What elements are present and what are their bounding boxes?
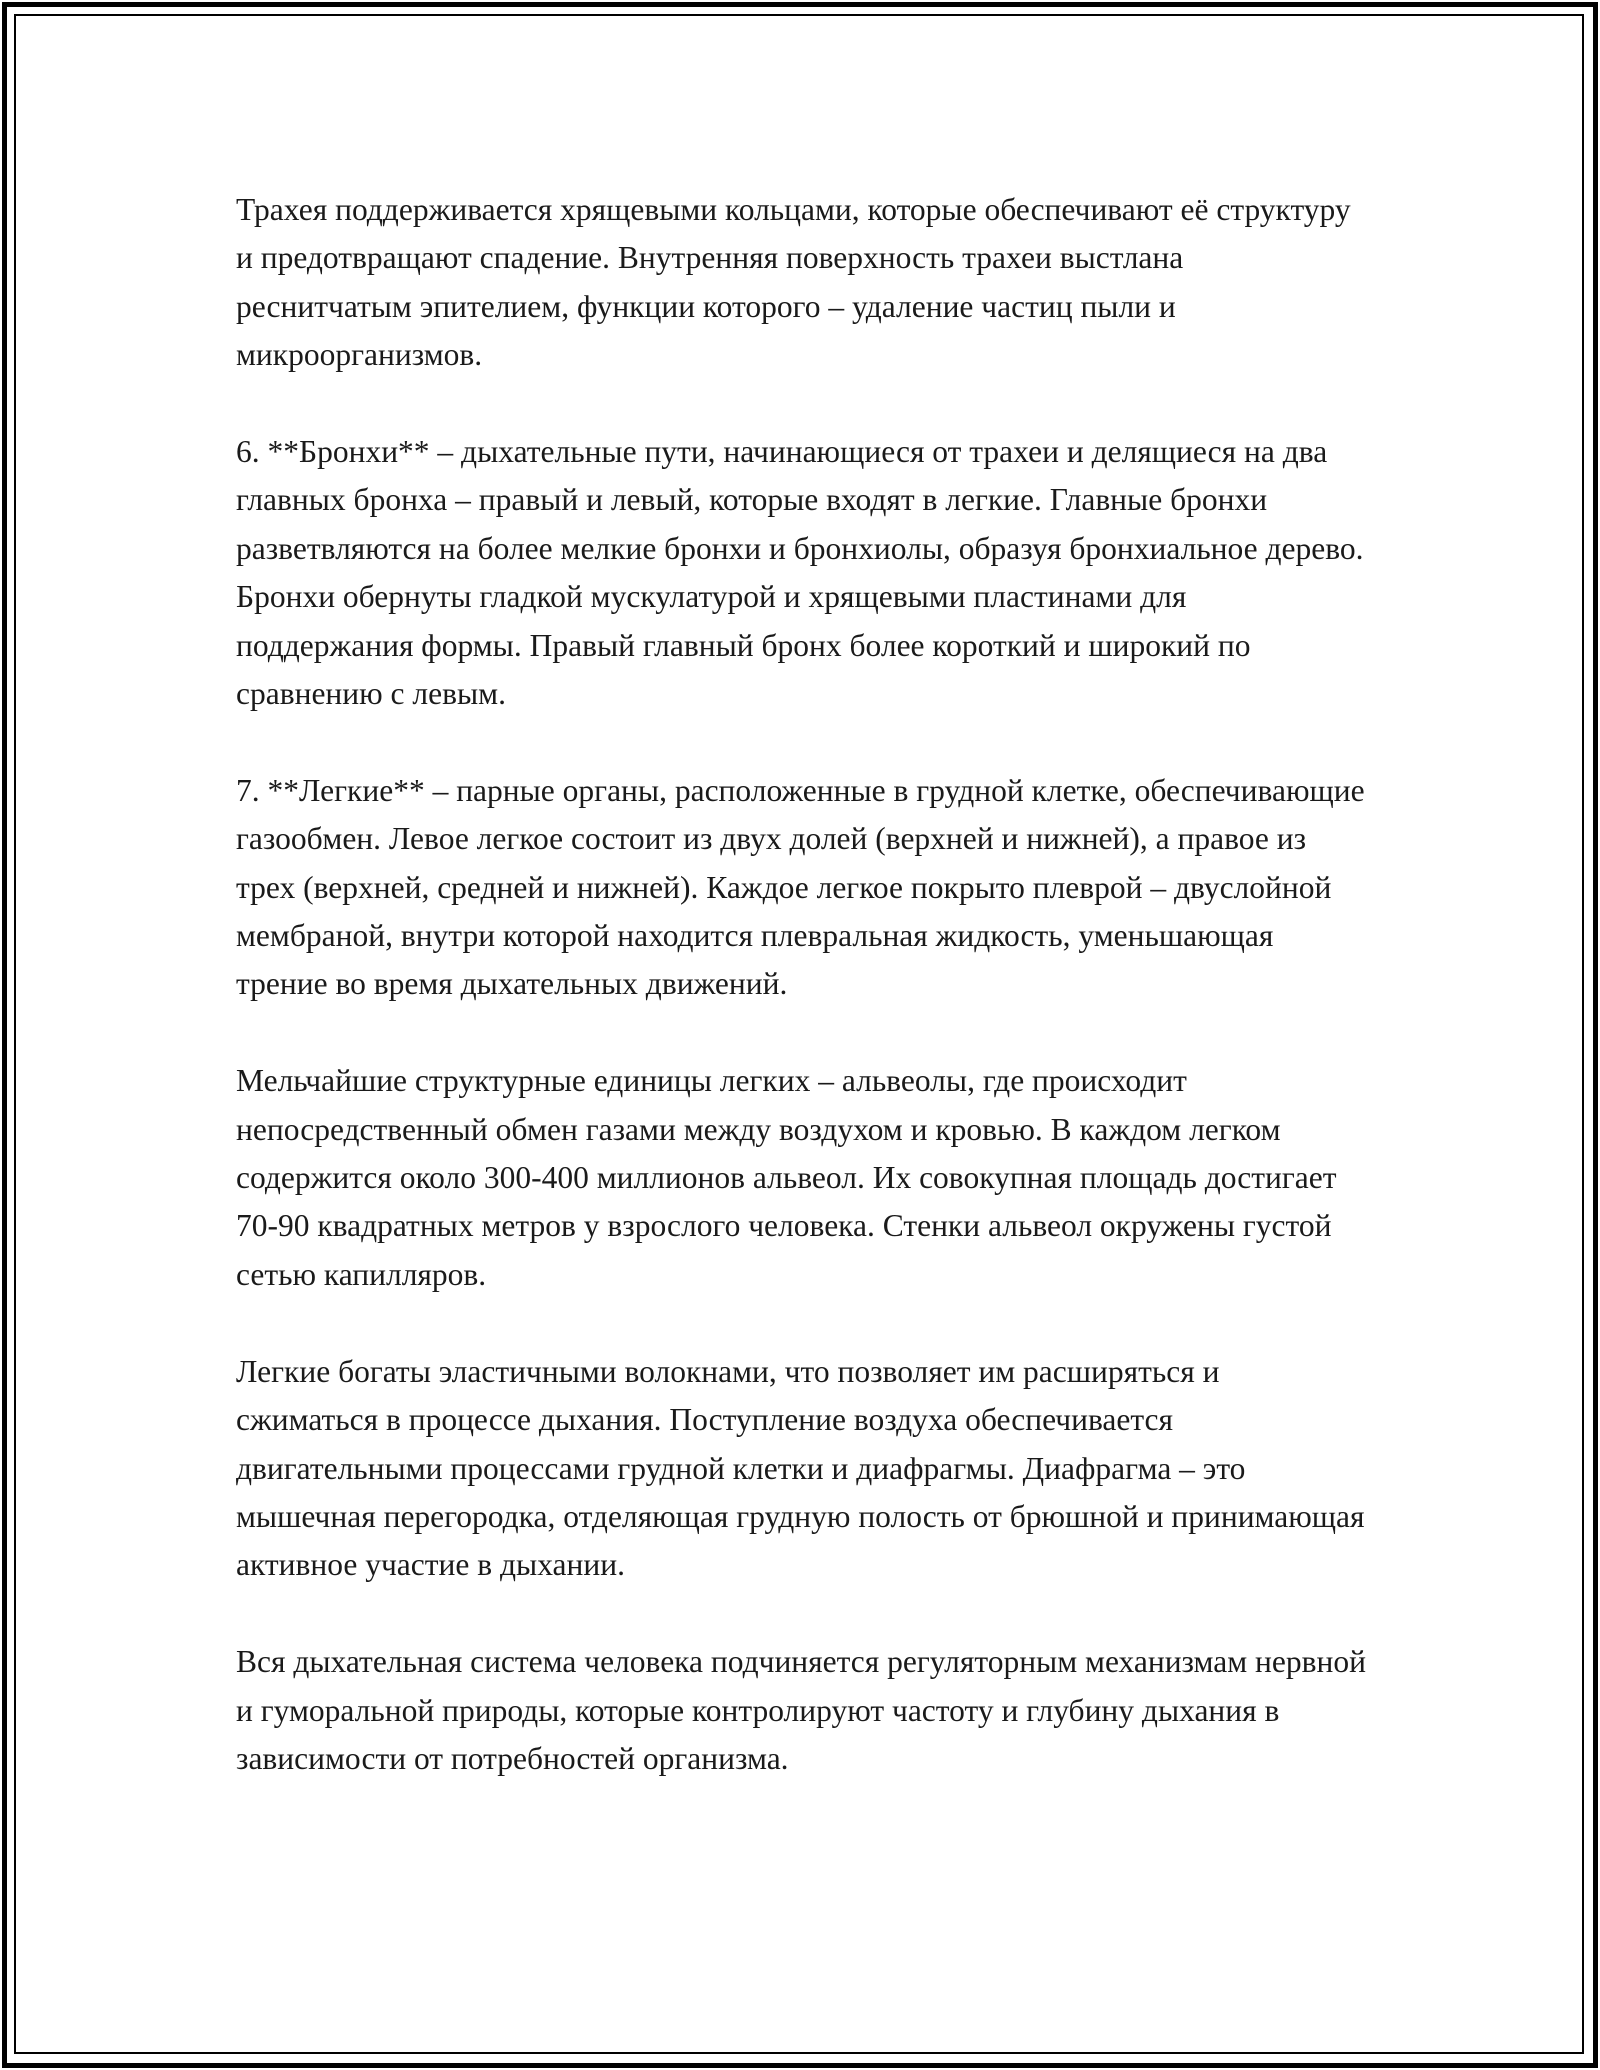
paragraph-lungs: 7. **Легкие** – парные органы, расположенные в грудной клетке, обеспечивающие газообмен. Левое легкое состоит из двух долей (верхней и нижней), а правое из трех (верхней, средней и нижней). Каждое легкое покрыто плеврой – двуслойной мембраной, внутри которой находится плевральная жидкость, уменьшающая трение во время дыхательных движений.: [236, 772, 1365, 1002]
paragraph-regulation: Вся дыхательная система человека подчиняется регуляторным механизмам нервной и гуморальной природы, которые контролируют частоту и глубину дыхания в зависимости от потребностей организма.: [236, 1644, 1366, 1776]
paragraph-bronchi: 6. **Бронхи** – дыхательные пути, начинающиеся от трахеи и делящиеся на два главных бронха – правый и левый, которые входят в легкие. Главные бронхи разветвляются на более мелкие бронхи и бронхиолы, образуя бронхиальное дерево. Бронхи обернуты гладкой мускулатурой и хрящевыми пластинами для поддержания формы. Правый главный бронх более короткий и широкий по сравнению с левым.: [236, 434, 1364, 712]
paragraph-elasticity: Легкие богаты эластичными волокнами, что позволяет им расширяться и сжиматься в процессе дыхания. Поступление воздуха обеспечивается двигательными процессами грудной клетки и диафрагмы. Диафрагма – это мышечная перегородка, отделяющая грудную полость от брюшной и принимающая активное участие в дыхании.: [236, 1353, 1365, 1583]
document-body: [236, 186, 1366, 1783]
paragraph-trachea: Трахея поддерживается хрящевыми кольцами, которые обеспечивают её структуру и предотвращают спадение. Внутренняя поверхность трахеи выстлана реснитчатым эпителием, функции которого – удаление частиц пыли и микроорганизмов.: [236, 192, 1351, 373]
paragraph-alveoli: Мельчайшие структурные единицы легких – альвеолы, где происходит непосредственный обмен газами между воздухом и кровью. В каждом легком содержится около 300-400 миллионов альвеол. Их совокупная площадь достигает 70-90 квадратных метров у взрослого человека. Стенки альвеол окружены густой сетью капилляров.: [236, 1063, 1337, 1292]
